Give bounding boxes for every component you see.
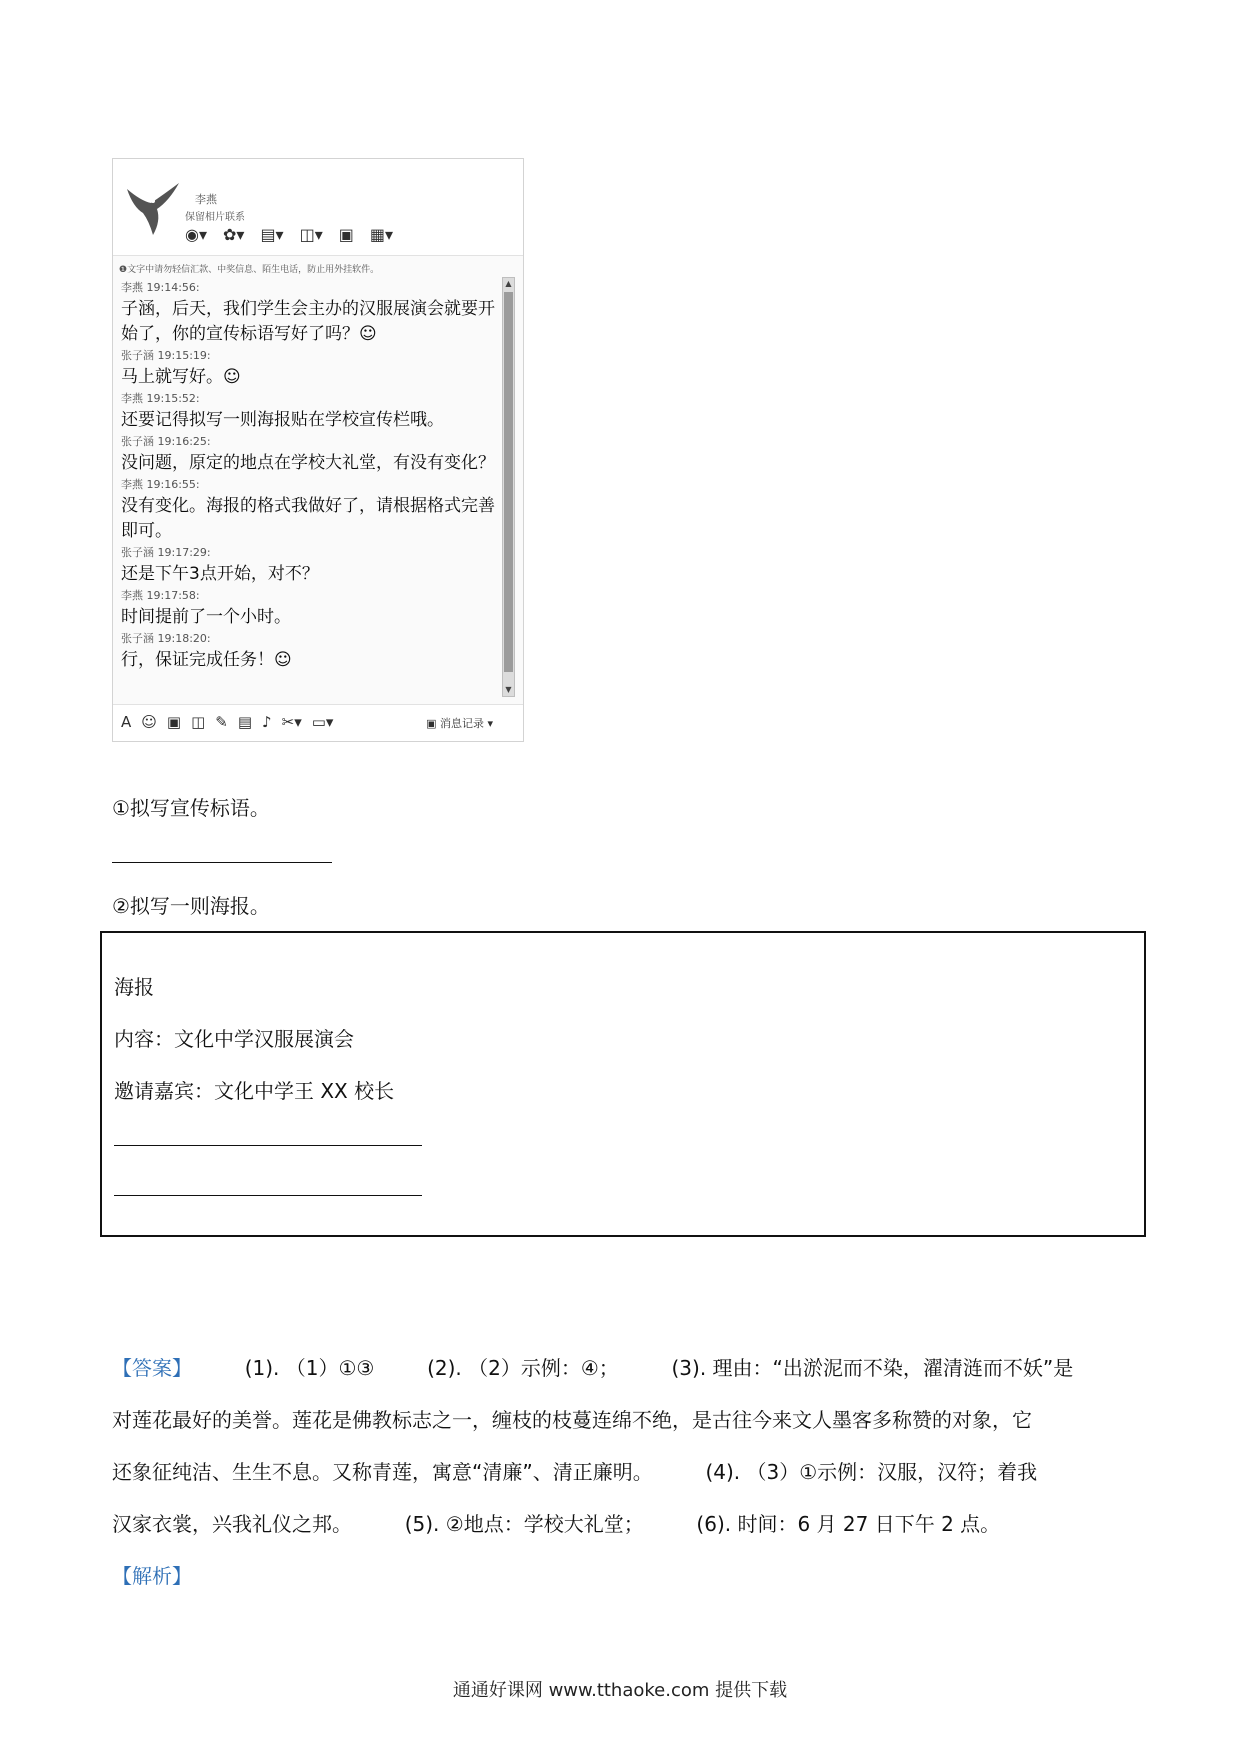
- security-notice: ❶文字中请勿轻信汇款、中奖信息、陌生电话，防止用外挂软件。: [119, 265, 380, 275]
- message-text: 还是下午3点开始，对不？: [121, 564, 319, 584]
- answer-item-6: (6). 时间：6 月 27 日下午 2 点。: [696, 1512, 1001, 1536]
- message-meta: 张子涵 19:15:19:: [121, 349, 211, 362]
- chat-input-toolbar: [113, 704, 523, 741]
- poster-blank-line: [114, 1195, 422, 1196]
- chat-message: [121, 433, 501, 476]
- message-text: 还要记得拟写一则海报贴在学校宣传栏哦。: [121, 410, 444, 430]
- answer-line-2: 对莲花最好的美誉。莲花是佛教标志之一，缠枝的枝蔓连绵不绝，是古往今来文人墨客多称赞的对象，它: [112, 1408, 1032, 1432]
- message-text: 没问题，原定的地点在学校大礼堂，有没有变化？: [121, 453, 495, 473]
- analysis-tag: 【解析】: [112, 1564, 192, 1588]
- message-text: 子涵，后天，我们学生会主办的汉服展演会就要开始了，你的宣传标语写好了吗？☺: [121, 299, 495, 344]
- chat-screenshot: [112, 158, 524, 742]
- task-slogan: ①拟写宣传标语。: [112, 796, 270, 820]
- poster-content: 内容：文化中学汉服展演会: [114, 1027, 354, 1051]
- answer-blank-line: [112, 862, 332, 863]
- chat-toolbar: [185, 225, 393, 244]
- poster-box: [100, 931, 1146, 1237]
- chat-message: [121, 587, 501, 630]
- answer-item-4: (4). （3）①示例：汉服，汉符；着我: [705, 1460, 1038, 1484]
- emoji-icon[interactable]: ☺: [141, 713, 157, 731]
- answer-item-1: (1). （1）①③: [244, 1356, 375, 1380]
- chat-message-list: [121, 279, 501, 673]
- answer-item-5: (5). ②地点：学校大礼堂；: [404, 1512, 644, 1536]
- answer-text: 汉家衣裳，兴我礼仪之邦。: [112, 1512, 352, 1536]
- poster-title: 海报: [114, 975, 154, 999]
- app-more-icon[interactable]: ▦▾: [369, 225, 394, 244]
- answer-line-1: [112, 1352, 1073, 1381]
- swallow-avatar-icon: [123, 181, 183, 237]
- poster-guest: 邀请嘉宾：文化中学王 XX 校长: [114, 1079, 395, 1103]
- screenshot-scissors-icon[interactable]: ✂▾: [281, 713, 302, 731]
- scroll-thumb[interactable]: [504, 292, 513, 672]
- edit-icon[interactable]: ✎: [215, 713, 228, 731]
- message-text: 时间提前了一个小时。: [121, 607, 291, 627]
- message-meta: 张子涵 19:18:20:: [121, 632, 211, 645]
- image-icon[interactable]: ◫: [191, 713, 206, 731]
- answer-line-4: [112, 1508, 1000, 1537]
- chat-message: [121, 544, 501, 587]
- scroll-down-icon[interactable]: ▼: [505, 685, 512, 694]
- chat-message: [121, 279, 501, 347]
- message-meta: 李燕 19:16:55:: [121, 478, 200, 491]
- answer-line-3: [112, 1456, 1037, 1485]
- chat-message: [121, 476, 501, 544]
- gift-icon[interactable]: ▣: [166, 713, 182, 731]
- more-options-icon[interactable]: ▭▾: [311, 713, 334, 731]
- font-icon[interactable]: A: [121, 713, 132, 731]
- chat-scrollbar[interactable]: [502, 277, 515, 697]
- message-text: 没有变化。海报的格式我做好了，请根据格式完善即可。: [121, 496, 495, 541]
- scroll-up-icon[interactable]: ▲: [505, 279, 512, 288]
- message-meta: 李燕 19:15:52:: [121, 392, 200, 405]
- message-meta: 李燕 19:14:56:: [121, 281, 200, 294]
- page-footer: 通通好课网 www.tthaoke.com 提供下载: [452, 1680, 788, 1701]
- chat-message: [121, 347, 501, 390]
- remote-assist-icon[interactable]: ◫▾: [299, 225, 323, 244]
- chat-message: [121, 630, 501, 673]
- voice-call-icon[interactable]: ✿▾: [223, 225, 245, 244]
- message-text: 行，保证完成任务！☺: [121, 650, 292, 670]
- chat-contact-name: 李燕: [195, 193, 217, 206]
- task-poster: ②拟写一则海报。: [112, 894, 270, 918]
- message-history-button[interactable]: ▣ 消息记录 ▾: [426, 717, 493, 730]
- history-label: 消息记录: [439, 717, 484, 730]
- message-meta: 张子涵 19:17:29:: [121, 546, 211, 559]
- answer-item-2: (2). （2）示例：④；: [427, 1356, 619, 1380]
- screen-share-icon[interactable]: ▣: [338, 225, 354, 244]
- music-icon[interactable]: ♪: [262, 713, 272, 731]
- poster-blank-line: [114, 1145, 422, 1146]
- message-text: 马上就写好。☺: [121, 367, 241, 387]
- answer-item-3: (3). 理由：“出淤泥而不染，濯清涟而不妖”是: [671, 1356, 1074, 1380]
- message-meta: 张子涵 19:16:25:: [121, 435, 211, 448]
- answer-tag: 【答案】: [112, 1356, 192, 1380]
- message-meta: 李燕 19:17:58:: [121, 589, 200, 602]
- file-transfer-icon[interactable]: ▤▾: [260, 225, 284, 244]
- chat-signature: 保留相片联系: [185, 212, 245, 223]
- answer-text: 还象征纯洁、生生不息。又称青莲，寓意“清廉”、清正廉明。: [112, 1460, 653, 1484]
- video-call-icon[interactable]: ◉▾: [185, 225, 207, 244]
- chat-header: [113, 159, 523, 256]
- picture-icon[interactable]: ▤: [237, 713, 253, 731]
- chat-message: [121, 390, 501, 433]
